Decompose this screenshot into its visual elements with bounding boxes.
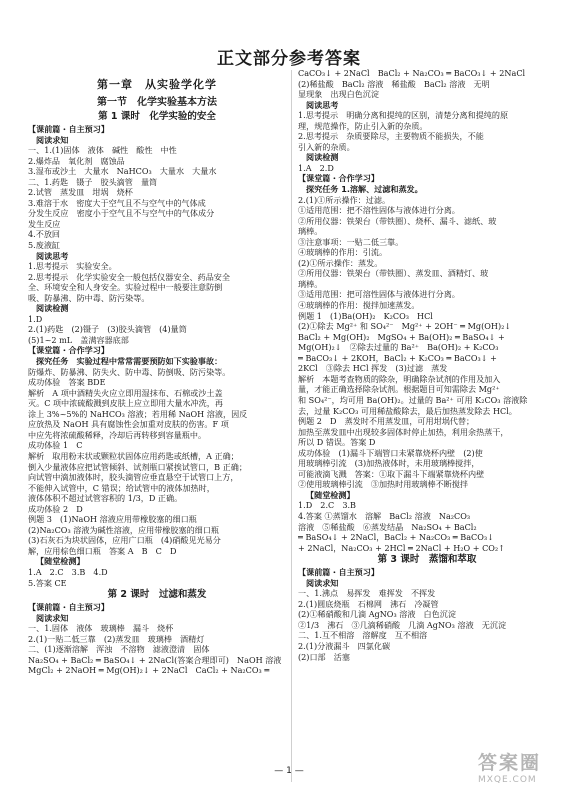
left-column <box>28 74 286 676</box>
text-line: 5.答案 CE <box>28 577 67 588</box>
text-line: 二、1.互不相溶 溶解度 互不相溶 <box>298 630 428 641</box>
subheading: 阅读检测 <box>36 303 69 314</box>
text-line: 吸、防暴沸、防中毒、防污染等。 <box>28 292 150 303</box>
text-line: (2)①稀硝酸和几滴 AgNO₃ 溶液 白色沉淀 <box>298 609 456 620</box>
lesson-heading: 第 1 课时 化学实验的安全 <box>98 111 216 122</box>
text-line: 成功体验 2 D <box>28 503 83 514</box>
text-line: 灭。C 项中浓硫酸溅到皮肤上应立即用大量水冲洗，再 <box>28 398 223 409</box>
text-line: ④玻璃棒的作用：搅拌加速蒸发。 <box>298 300 420 311</box>
text-line: 璃棒。 <box>298 226 323 237</box>
text-line: 涂上 3%~5%的 NaHCO₃ 溶液；若用稀 NaOH 溶液，因反 <box>28 408 248 419</box>
text-line: 1.思考提示 实验安全。 <box>28 261 117 272</box>
text-line: 引入新的杂质。 <box>298 141 355 152</box>
text-line: ═ BaSO₄↓ + 2NaCl，BaCl₂ + Na₂CO₃ ═ BaCO₃↓ <box>298 532 494 543</box>
text-line: 2.(1)药匙 (2)镊子 (3)胶头滴管 (4)量筒 <box>28 324 187 335</box>
subheading: 探究任务 1.溶解、过滤和蒸发。 <box>306 184 423 195</box>
column-divider <box>291 70 292 782</box>
subheading: 阅读求知 <box>36 134 69 145</box>
subheading: 阅读思考 <box>36 250 69 261</box>
text-line: ③注意事项：一贴二低三靠。 <box>298 236 404 247</box>
text-line: (3)石灰石为块状固体，应用广口瓶 (4)硝酸见光易分 <box>28 535 221 546</box>
text-line: 全、环境安全和人身安全。实验过程中一般要注意防倒 <box>28 282 223 293</box>
text-line: MgCl₂ + 2NaOH ═ Mg(OH)₂↓ + 2NaCl CaCl₂ + Na₂CO₃ ═ <box>28 665 270 676</box>
text-line: 例题 3 (1)NaOH 溶液应用带橡胶塞的细口瓶 <box>28 514 197 525</box>
text-line: 2.思考提示 杂质要除尽，主要物质不能损失，不能 <box>298 131 484 142</box>
text-line: 应放热及 NaOH 具有腐蚀性会加重对皮肤的伤害。F 项 <box>28 419 229 430</box>
text-line: 可能液滴飞溅 答案：①取下漏斗下端紧靠烧杯内壁 <box>298 468 485 479</box>
text-line: 例题 2 D 蒸发时不用蒸发皿，可用坩埚代替； <box>298 416 475 427</box>
text-line: (2)①所示操作：蒸发。 <box>298 257 383 268</box>
text-line: (2)稀盐酸 BaCl₂ 溶液 稀盐酸 BaCl₂ 溶液 无明 <box>298 78 490 89</box>
text-line: 分发生反应 密度小于空气且不与空气中的气体成分 <box>28 208 215 219</box>
part-tag: 【课前篇・自主预习】 <box>298 567 379 578</box>
text-line: 2.爆炸品 氧化剂 腐蚀品 <box>28 155 125 166</box>
subheading: 阅读求知 <box>306 577 339 588</box>
text-line: 中应先将浓硫酸稀释，冷却后再转移到容量瓶中。 <box>28 429 207 440</box>
subheading: 【随堂检测】 <box>36 556 85 567</box>
watermark-logo-text: 答案圈 <box>478 752 542 774</box>
text-line: 溶液 ⑤稀盐酸 ⑥蒸发结晶 Na₂SO₄ + BaCl₂ <box>298 521 477 532</box>
text-line: 1.D 2.C 3.B <box>298 500 356 511</box>
text-line: 二、(1)逐渐溶解 浑浊 不溶物 滤液澄清 固体 <box>28 644 210 655</box>
subheading: 探究任务 实验过程中常常需要预防如下实验事故： <box>36 356 223 367</box>
site-watermark <box>478 752 566 792</box>
text-line: ②所用仪器：铁架台（带铁圈）、蒸发皿、酒精灯、玻 <box>298 268 489 279</box>
text-line: 成功体验 (1)漏斗下端管口未紧靠烧杯内壁 (2)使 <box>298 447 483 458</box>
text-line: 3.难溶于水 密度大于空气且不与空气中的气体成 <box>28 197 206 208</box>
text-line: (5)1~2 mL 盖满容器底部 <box>28 334 129 345</box>
text-line: ═ BaCO₃↓ + 2KOH，BaCl₂ + K₂CO₃ ═ BaCO₃↓ + <box>298 352 497 363</box>
text-line: 解，应用棕色细口瓶 答案 A B C D <box>28 545 177 556</box>
text-line: 1.A 2.C 3.B 4.D <box>28 566 108 577</box>
text-line: Na₂SO₄ + BaCl₂ ═ BaSO₄↓ + 2NaCl(答案合理即可) NaOH 溶液 <box>28 654 282 665</box>
text-line: 2KCl ③除去 HCl 挥发 (3)过滤 蒸发 <box>298 363 448 374</box>
text-line: 解析 本题考查物质的除杂，明确除杂试剂的作用及加入 <box>298 373 501 384</box>
text-line: 解析 A 项中酒精失火应立即用湿抹布、石棉或沙土盖 <box>28 387 223 398</box>
text-line: 解析 取用粉末状或颗粒状固体应用药匙或纸槽，A 正确； <box>28 450 239 461</box>
text-line: 二、1.药匙 镊子 胶头滴管 量筒 <box>28 176 158 187</box>
watermark-url: MXQE.COM <box>478 775 537 785</box>
text-line: ③适用范围：把可溶性固体与液体进行分离。 <box>298 289 460 300</box>
text-line: BaCl₂ + Mg(OH)₂ MgSO₄ + Ba(OH)₂ ═ BaSO₄↓ + <box>298 331 505 342</box>
text-line: 去，过量 K₂CO₃ 可用稀盐酸除去，最后加热蒸发除去 HCl。 <box>298 405 517 416</box>
text-line: 4.答案 ①蒸馏水 溶解 BaCl₂ 溶液 Na₂CO₃ <box>298 510 471 521</box>
text-line: 成功体验 答案 BDE <box>28 377 106 388</box>
text-line: 3.湿布或沙土 大量水 NaHCO₃ 大量水 大量水 <box>28 166 217 177</box>
text-line: (2)Na₂CO₃ 溶液为碱性溶液，应用带橡胶塞的细口瓶 <box>28 524 219 535</box>
text-line: 2.试管 蒸发皿 坩埚 烧杯 <box>28 187 133 198</box>
page-number: — 1 — <box>274 766 304 776</box>
part-tag: 【课前篇・自主预习】 <box>28 602 109 613</box>
text-line: 理，规范操作，防止引入新的杂质。 <box>298 120 428 131</box>
part-tag: 【课堂篇・合作学习】 <box>298 173 379 184</box>
text-line: ②1/3 沸石 ③几滴稀硝酸 几滴 AgNO₃ 溶液 无沉淀 <box>298 619 507 630</box>
text-line: + 2NaCl，Na₂CO₃ + 2HCl ═ 2NaCl + H₂O + CO₂↑ <box>298 542 505 553</box>
text-line: 一、1.(1)固体 液体 碱性 酸性 中性 <box>28 145 177 156</box>
chapter-heading: 第一章 从实验学化学 <box>97 78 217 91</box>
text-line: 1.思考提示 明确分离和提纯的区别，清楚分离和提纯的原 <box>298 110 509 121</box>
text-line: 2.思考提示 化学实验安全一般包括仪器安全、药品安全 <box>28 271 230 282</box>
text-line: 2.(1)①所示操作：过滤。 <box>298 194 391 205</box>
text-line: 加热至蒸发皿中出现较多固体时停止加热，利用余热蒸干， <box>298 426 509 437</box>
text-line: 例题 1 (1)Ba(OH)₂ K₂CO₃ HCl <box>298 310 433 321</box>
subheading: 阅读求知 <box>36 612 69 623</box>
text-line: (2)口部 活塞 <box>298 651 350 662</box>
text-line: ①适用范围：把不溶性固体与液体进行分离。 <box>298 205 460 216</box>
text-line: 4.不放回 <box>28 229 61 240</box>
text-line: 2.(1)圆底烧瓶 石棉网 沸石 冷凝管 <box>298 598 439 609</box>
text-line: ②使用玻璃棒引流 ③加热时用玻璃棒不断搅拌 <box>298 479 468 490</box>
text-line: Mg(OH)₂↓ ②除去过量的 Ba²⁺ Ba(OH)₂ + K₂CO₃ <box>298 342 499 353</box>
text-line: 不能伸入试管中，C 错误；给试管中的液体加热时， <box>28 482 215 493</box>
text-line: 1.A 2.D <box>298 162 334 173</box>
text-line: 用玻璃棒引流 (3)加热液体时，未用玻璃棒搅拌， <box>298 458 480 469</box>
text-line: 向试管中滴加液体时，胶头滴管应垂直悬空于试管口上方， <box>28 472 239 483</box>
subheading: 【随堂检测】 <box>306 489 355 500</box>
right-column <box>298 68 556 662</box>
text-line: ④玻璃棒的作用：引流。 <box>298 247 388 258</box>
text-line: 和 SO₄²⁻，均可用 Ba(OH)₂。过量的 Ba²⁺ 可用 K₂CO₃ 溶液除 <box>298 394 528 405</box>
text-line: CaCO₃↓ + 2NaCl BaCl₂ + Na₂CO₃ ═ BaCO₃↓ + 2NaCl <box>298 68 526 78</box>
text-line: 防爆炸、防暴沸、防失火、防中毒、防倒吸、防污染等。 <box>28 366 231 377</box>
text-line: 液体体积不超过试管容积的 1/3，D 正确。 <box>28 493 183 504</box>
text-line: 成功体验 1 C <box>28 440 83 451</box>
part-tag: 【课堂篇・合作学习】 <box>28 345 109 356</box>
lesson-heading: 第 3 课时 蒸馏和萃取 <box>377 554 477 566</box>
text-line: 2.(1)一贴二低三靠 (2)蒸发皿 玻璃棒 酒精灯 <box>28 633 205 644</box>
subheading: 阅读思考 <box>306 99 339 110</box>
text-line: 1.D <box>28 313 43 324</box>
text-line: 5.废液缸 <box>28 240 61 251</box>
text-line: 璃棒。 <box>298 278 323 289</box>
part-tag: 【课前篇・自主预习】 <box>28 124 109 134</box>
page-title: 正文部分参考答案 <box>217 49 361 69</box>
section-heading: 第一节 化学实验基本方法 <box>97 97 217 108</box>
text-line: 发生反应 <box>28 218 61 229</box>
lesson-heading: 第 2 课时 过滤和蒸发 <box>107 589 207 601</box>
subheading: 阅读检测 <box>306 152 339 163</box>
text-line: 显现象 出现白色沉淀 <box>298 89 379 100</box>
text-line: (2)①除去 Mg²⁺ 和 SO₄²⁻ Mg²⁺ + 2OH⁻ ═ Mg(OH)₂↓ <box>298 321 512 332</box>
text-line: 2.(1)分液漏斗 四氯化碳 <box>298 640 391 651</box>
text-line: 一、1.固体 液体 玻璃棒 漏斗 烧杯 <box>28 623 174 634</box>
text-line: 一、1.沸点 易挥发 难挥发 不挥发 <box>298 588 436 599</box>
text-line: ②所用仪器：铁架台（带铁圈）、烧杯、漏斗、滤纸、玻 <box>298 215 497 226</box>
text-line: 量，才能正确选择除杂试剂。根据题目可知需除去 Mg²⁺ <box>298 384 500 395</box>
text-line: 倒入少量液体应把试管倾斜、试剂瓶口紧挨试管口，B 正确； <box>28 461 247 472</box>
text-line: 所以 D 错误。答案 D <box>298 437 376 448</box>
